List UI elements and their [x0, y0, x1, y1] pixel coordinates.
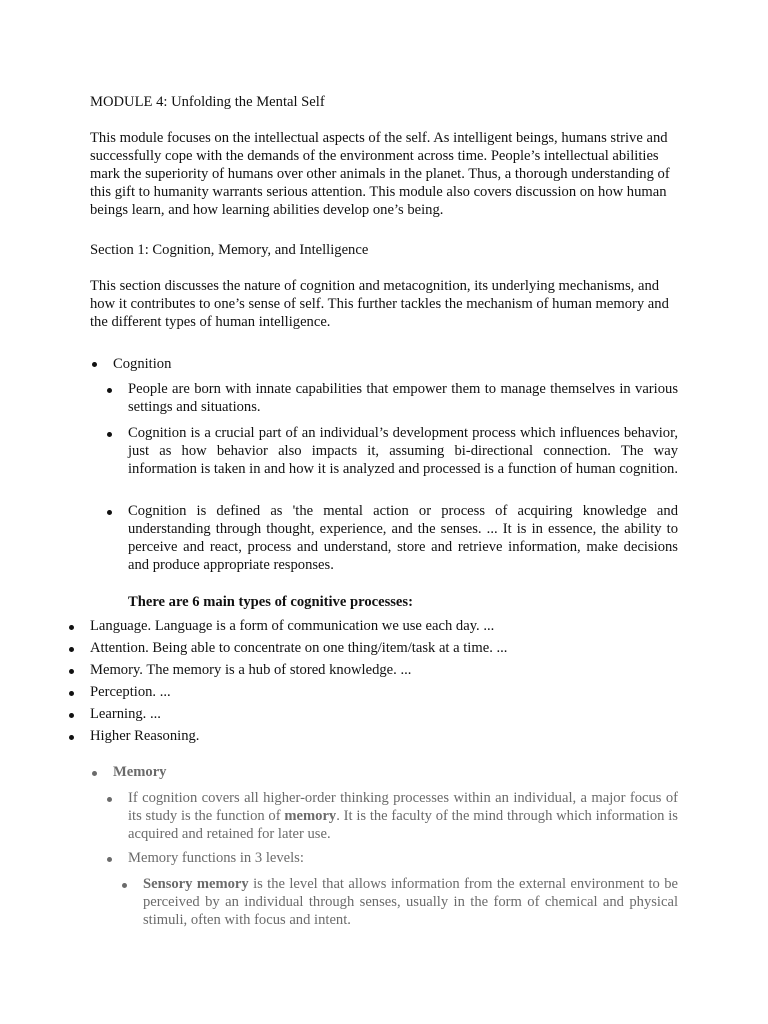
process-item: Memory. The memory is a hub of stored knowledge. ...: [90, 662, 412, 678]
section-intro: This section discusses the nature of cognition and metacognition, its underlying mechanisms, and how it contributes to one’s sense of self. This further tackles the mechanism of human memory and the different types of human intelligence.: [90, 278, 669, 330]
process-item: Perception. ...: [90, 684, 171, 700]
memory-point-2: Memory functions in 3 levels:: [128, 850, 304, 866]
memory-point-1-text-end: . It is the faculty of the mind through which information is acquired and retained for later use.: [128, 808, 678, 842]
processes-heading: There are 6 main types of cognitive processes:: [128, 594, 413, 610]
memory-level-1: [143, 875, 678, 929]
bullet-icon: [69, 647, 74, 652]
memory-level-1-term: Sensory memory: [143, 876, 249, 892]
cognition-point-1: People are born with innate capabilities that empower them to manage themselves in various settings and situations.: [128, 381, 678, 415]
bullet-icon: [92, 771, 97, 776]
bullet-icon: [107, 432, 112, 437]
module-intro: This module focuses on the intellectual aspects of the self. As intelligent beings, humans strive and successfully cope with the demands of the environment across time. People’s intellectual abilities mark the superiority of humans over other animals in the planet. Thus, a thorough understanding of this gift to humanity warrants serious attention. This module also covers discussion on how human beings learn, and how learning abilities develop one’s being.: [90, 130, 670, 218]
bullet-icon: [69, 713, 74, 718]
memory-point-1: [128, 789, 678, 843]
process-item: Higher Reasoning.: [90, 728, 200, 744]
module-title: MODULE 4: Unfolding the Mental Self: [90, 94, 325, 110]
memory-point-1-text: If cognition covers all higher-order thinking processes within an individual, a major focus of its study is the function of: [128, 790, 678, 824]
cognition-point-3: Cognition is defined as 'the mental action or process of acquiring knowledge and understanding through thought, experience, and the senses. ... It is in essence, the ability to perceive and react, process and understand, store and retrieve information, make decisions and produce appropriate responses.: [128, 503, 678, 573]
bullet-icon: [69, 735, 74, 740]
cognition-heading: Cognition: [113, 356, 172, 372]
bullet-icon: [107, 388, 112, 393]
bullet-icon: [107, 510, 112, 515]
cognition-point-2: Cognition is a crucial part of an individual’s development process which influences behavior, just as how behavior also impacts it, assuming bi-directional connection. The way information is taken in and how it is analyzed and processed is a function of human cognition.: [128, 425, 678, 477]
bullet-icon: [92, 362, 97, 367]
bullet-icon: [107, 797, 112, 802]
bullet-icon: [122, 883, 127, 888]
process-item: Attention. Being able to concentrate on one thing/item/task at a time. ...: [90, 640, 508, 656]
bullet-icon: [69, 669, 74, 674]
memory-level-1-text: is the level that allows information from the external environment to be perceived by an individual through senses, usually in the form of chemical and physical stimuli, often with focus and intent.: [143, 876, 678, 928]
bullet-icon: [69, 625, 74, 630]
section-title: Section 1: Cognition, Memory, and Intelligence: [90, 242, 369, 258]
memory-keyword: memory: [284, 808, 337, 824]
bullet-icon: [107, 857, 112, 862]
process-item: Learning. ...: [90, 706, 161, 722]
bullet-icon: [69, 691, 74, 696]
process-item: Language. Language is a form of communication we use each day. ...: [90, 618, 495, 634]
memory-heading: Memory: [113, 764, 167, 780]
